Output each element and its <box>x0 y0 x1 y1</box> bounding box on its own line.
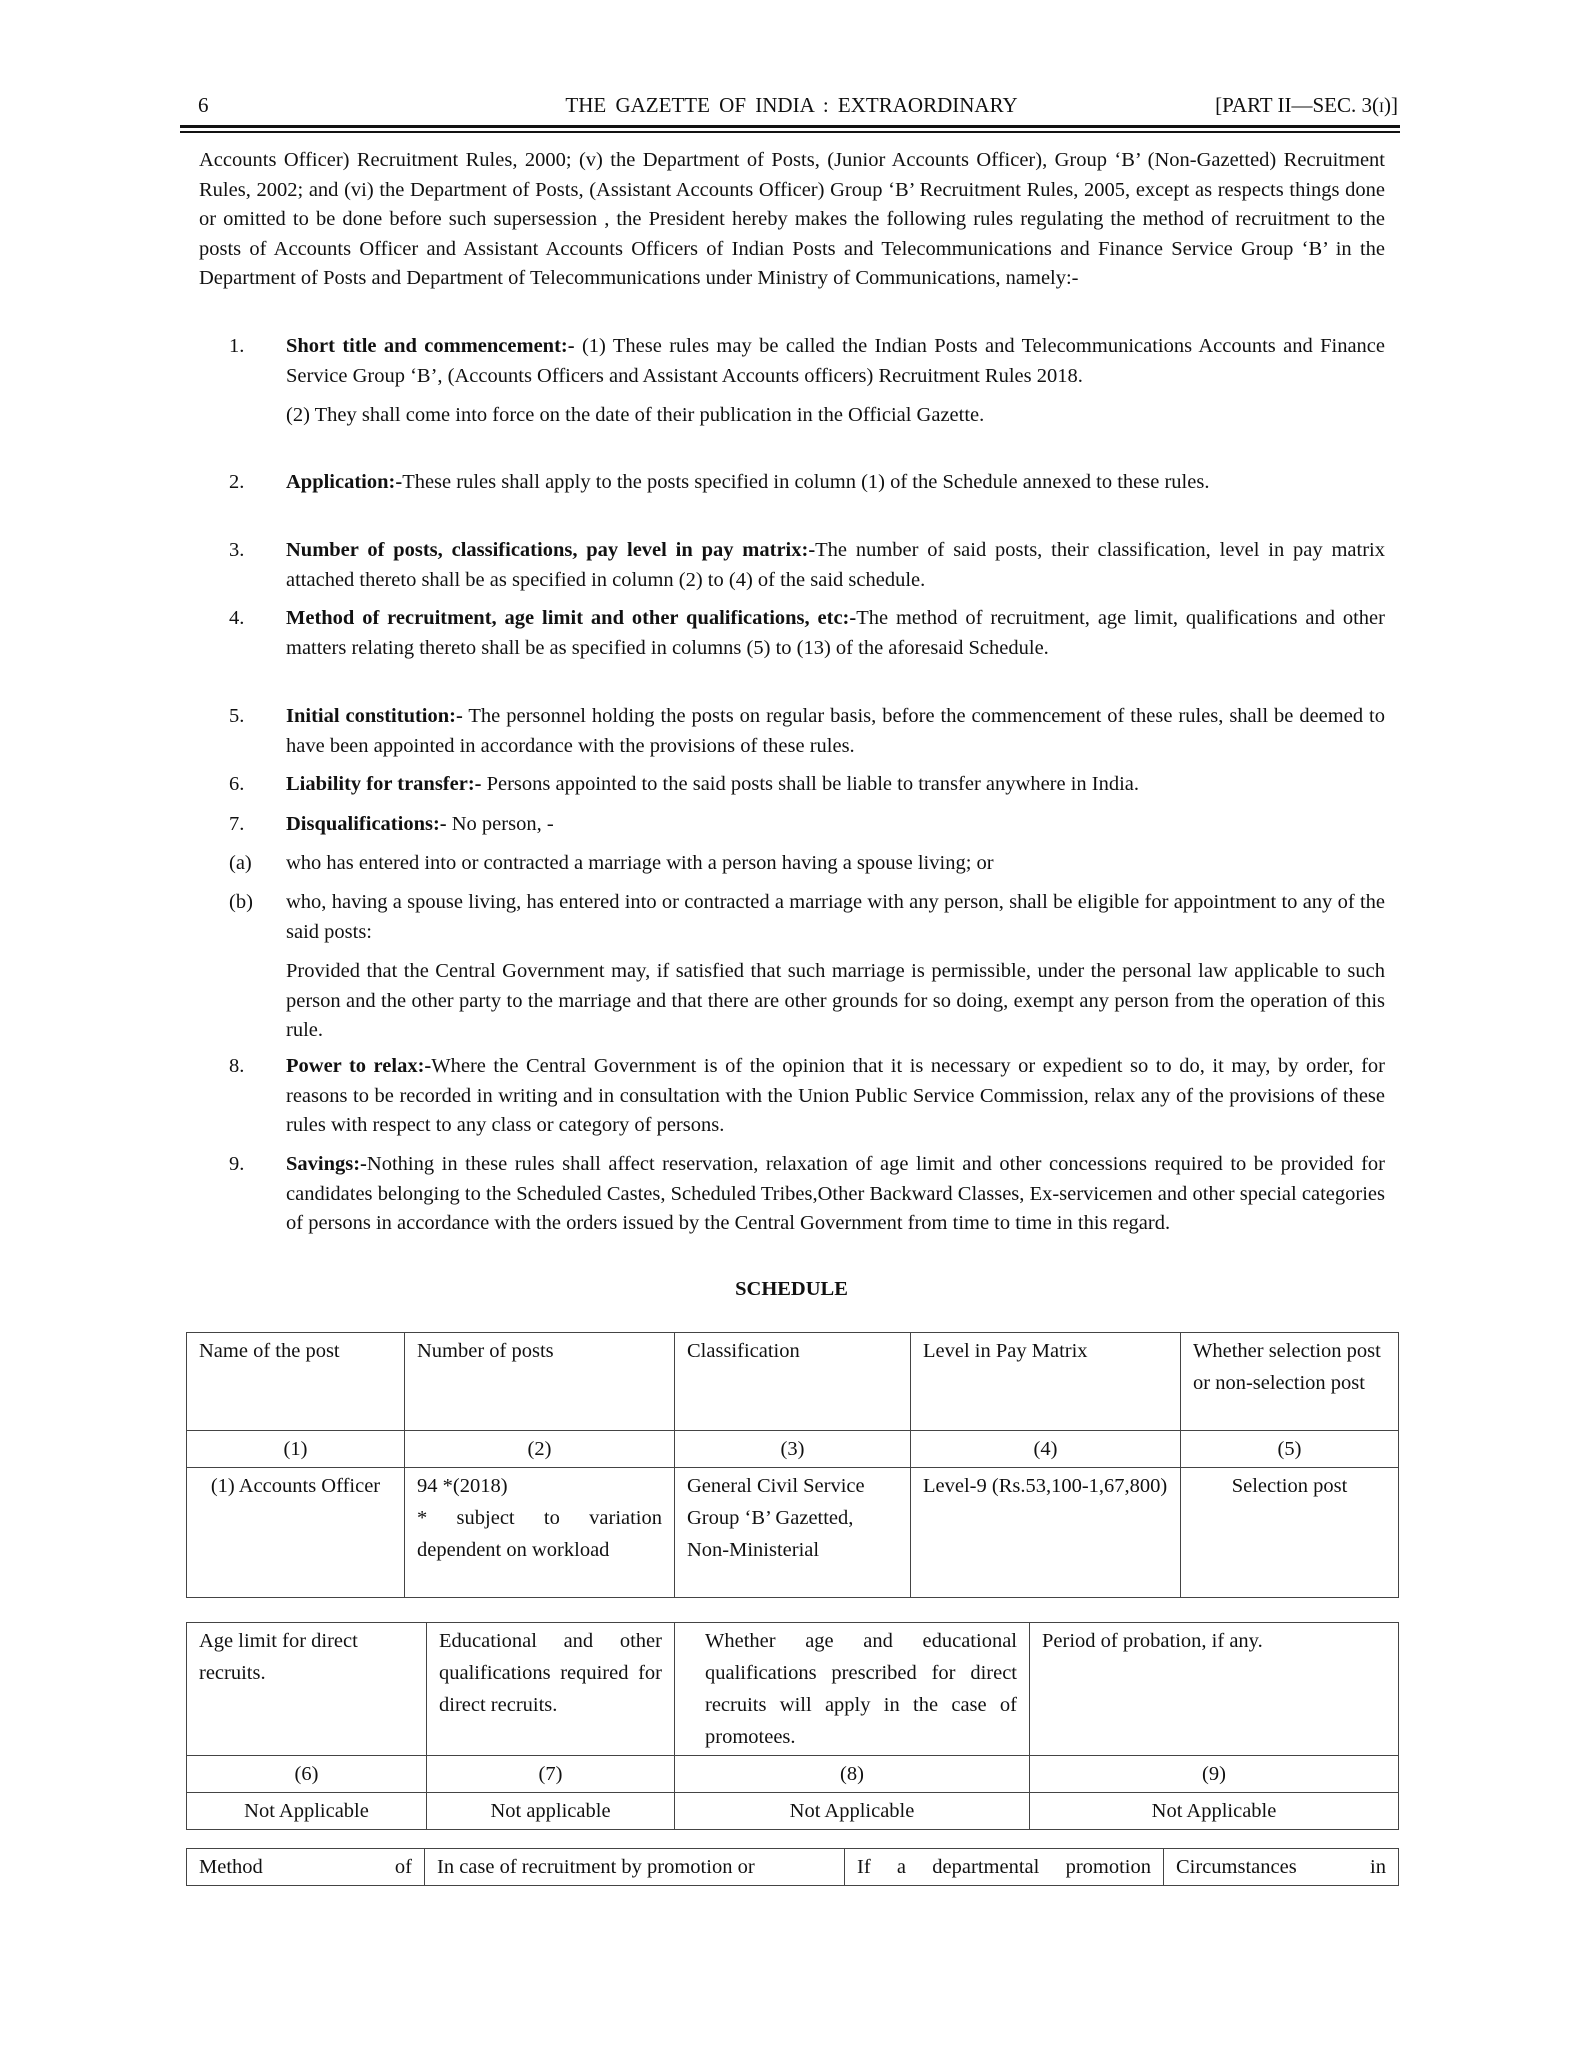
cell-post-name: (1) Accounts Officer <box>187 1468 405 1598</box>
rule-text <box>286 468 1385 498</box>
cell-educational-qualifications: Not applicable <box>427 1793 675 1830</box>
rule-text <box>286 1150 1385 1239</box>
rule-item <box>199 888 1385 1046</box>
header-educational-qualifications: Educational and other qualifications required for direct recruits. <box>427 1623 675 1756</box>
col-number: (2) <box>405 1431 675 1468</box>
col-number: (4) <box>911 1431 1181 1468</box>
rule-body: who has entered into or contracted a marriage with a person having a spouse living; or <box>286 852 994 874</box>
header-rule-thin <box>180 131 1400 133</box>
rule-body: Nothing in these rules shall affect reservation, relaxation of age limit and other concessions required to be provided for candidates belonging to the Scheduled Castes, Scheduled Tribes,Other Backward Classes, Ex-servicemen and other special categories of persons in accordance with the orders issued by the Central Government from time to time in this regard. <box>286 1153 1385 1234</box>
schedule-table-2 <box>186 1622 1399 1830</box>
col-number: (8) <box>675 1756 1030 1793</box>
header-selection-post: Whether selection post or non-selection post <box>1181 1333 1399 1431</box>
section-label: [PART II—SEC. 3(i)] <box>1215 93 1398 117</box>
rule-number: 5. <box>229 705 245 727</box>
rule-text <box>286 849 1385 879</box>
rule-heading: Power to relax:- <box>286 1055 432 1077</box>
rule-body: Where the Central Government is of the opinion that it is necessary or expedient so to do, it may, by order, for reasons to be recorded in writing and in consultation with the Union Public Service Commission, relax any of the provisions of these rules with respect to any class or category of persons. <box>286 1055 1385 1136</box>
rule-body: No person, - <box>446 813 554 835</box>
rule-heading: Liability for transfer:- <box>286 773 482 795</box>
rule-heading: Disqualifications:- <box>286 813 447 835</box>
rule-text <box>286 604 1385 663</box>
rule-text <box>286 332 1385 391</box>
cell-selection-post: Selection post <box>1181 1468 1399 1598</box>
page-number: 6 <box>198 93 209 117</box>
cell-pay-level: Level-9 (Rs.53,100-1,67,800) <box>911 1468 1181 1598</box>
header-pay-level: Level in Pay Matrix <box>911 1333 1181 1431</box>
rule-item <box>199 702 1385 761</box>
rule-subclause: Provided that the Central Government may, if satisfied that such marriage is permissible, under the personal law applicable to such person and the other party to the marriage and that there are other grounds for so doing, exempt any person from the operation of this rule. <box>286 960 1385 1041</box>
rule-heading: Application:- <box>286 471 403 493</box>
rule-item <box>199 536 1385 595</box>
rule-text <box>286 888 1385 947</box>
rule-heading: Method of recruitment, age limit and other qualifications, etc:- <box>286 607 857 629</box>
schedule-title: SCHEDULE <box>735 1278 848 1300</box>
rule-body: who, having a spouse living, has entered into or contracted a marriage with any person, shall be eligible for appointment to any of the said posts: <box>286 891 1385 943</box>
rule-item <box>199 1150 1385 1239</box>
rule-number: 4. <box>229 607 245 629</box>
col-number: (3) <box>675 1431 911 1468</box>
rule-number: 3. <box>229 539 245 561</box>
rule-number: (a) <box>229 852 252 874</box>
rule-text <box>286 702 1385 761</box>
header-age-limit: Age limit for direct recruits. <box>187 1623 427 1756</box>
intro-paragraph: Accounts Officer) Recruitment Rules, 2000; (v) the Department of Posts, (Junior Accounts Officer), Group ‘B’ (Non-Gazetted) Recruitment Rules, 2002; and (vi) the Department of Posts, (Assistant Accounts Officer) Group ‘B’ Recruitment Rules, 2005, except as respects things done or omitted to be done before such supersession , the President hereby makes the following rules regulating the method of recruitment to the posts of Accounts Officer and Assistant Accounts Officers of Indian Posts and Telecommunications and Finance Service Group ‘B’ in the Department of Posts and Department of Telecommunications under Ministry of Communications, namely:- <box>199 149 1385 289</box>
rule-text <box>286 810 1385 840</box>
col-number: (6) <box>187 1756 427 1793</box>
rule-subclause: (2) They shall come into force on the date of their publication in the Official Gazette. <box>286 404 985 426</box>
cell-promotee-applicability: Not Applicable <box>675 1793 1030 1830</box>
header-probation: Period of probation, if any. <box>1030 1623 1399 1756</box>
rule-number: 8. <box>229 1055 245 1077</box>
header-circumstances: Circumstances in <box>1164 1849 1399 1886</box>
rule-text <box>286 1052 1385 1141</box>
rule-item <box>199 604 1385 663</box>
header-rule-thick <box>180 125 1400 128</box>
col-number: (5) <box>1181 1431 1399 1468</box>
rule-body: The method of recruitment, age limit, qualifications and other matters relating thereto shall be as specified in columns (5) to (13) of the aforesaid Schedule. <box>286 607 1385 659</box>
header-number-of-posts: Number of posts <box>405 1333 675 1431</box>
rule-heading: Short title and commencement:- <box>286 335 575 357</box>
rule-number: 9. <box>229 1153 245 1175</box>
rule-number: 7. <box>229 813 245 835</box>
rule-item <box>199 770 1385 800</box>
header-method: Method of <box>187 1849 425 1886</box>
schedule-table-1 <box>186 1332 1399 1598</box>
header-promotee-applicability: Whether age and educational qualifications prescribed for direct recruits will apply in the case of promotees. <box>675 1623 1030 1756</box>
gazette-title: THE GAZETTE OF INDIA : EXTRAORDINARY <box>565 93 1018 117</box>
cell-number-of-posts: 94 *(2018) * subject to variation dependent on workload <box>405 1468 675 1598</box>
rule-item <box>199 810 1385 840</box>
header-departmental-promotion: If a departmental promotion <box>845 1849 1164 1886</box>
rule-body: The personnel holding the posts on regular basis, before the commencement of these rules, shall be deemed to have been appointed in accordance with the provisions of these rules. <box>286 705 1385 757</box>
rule-body: Persons appointed to the said posts shall be liable to transfer anywhere in India. <box>481 773 1140 795</box>
cell-probation: Not Applicable <box>1030 1793 1399 1830</box>
rule-item <box>199 1052 1385 1141</box>
cell-classification: General Civil Service Group ‘B’ Gazetted, Non-Ministerial <box>675 1468 911 1598</box>
rule-body: (1) These rules may be called the Indian Posts and Telecommunications Accounts and Finance Service Group ‘B’, (Accounts Officers and Assistant Accounts officers) Recruitment Rules 2018. <box>286 335 1385 387</box>
rule-number: 6. <box>229 773 245 795</box>
rule-number: (b) <box>229 891 253 913</box>
header-promotion-case: In case of recruitment by promotion or <box>425 1849 845 1886</box>
header-name-of-post: Name of the post <box>187 1333 405 1431</box>
rule-item <box>199 332 1385 431</box>
rule-body: The number of said posts, their classification, level in pay matrix attached thereto shall be as specified in column (2) to (4) of the said schedule. <box>286 539 1385 591</box>
rule-heading: Savings:- <box>286 1153 367 1175</box>
col-number: (9) <box>1030 1756 1399 1793</box>
schedule-table-3 <box>186 1848 1399 1886</box>
col-number: (7) <box>427 1756 675 1793</box>
rule-item <box>199 468 1385 498</box>
rule-text <box>286 536 1385 595</box>
cell-age-limit: Not Applicable <box>187 1793 427 1830</box>
header-classification: Classification <box>675 1333 911 1431</box>
rule-item <box>199 849 1385 879</box>
rule-text <box>286 770 1385 800</box>
rule-number: 1. <box>229 335 245 357</box>
rule-body: These rules shall apply to the posts specified in column (1) of the Schedule annexed to these rules. <box>402 471 1210 493</box>
col-number: (1) <box>187 1431 405 1468</box>
rule-number: 2. <box>229 471 245 493</box>
rule-heading: Number of posts, classifications, pay level in pay matrix:- <box>286 539 816 561</box>
rule-heading: Initial constitution:- <box>286 705 463 727</box>
